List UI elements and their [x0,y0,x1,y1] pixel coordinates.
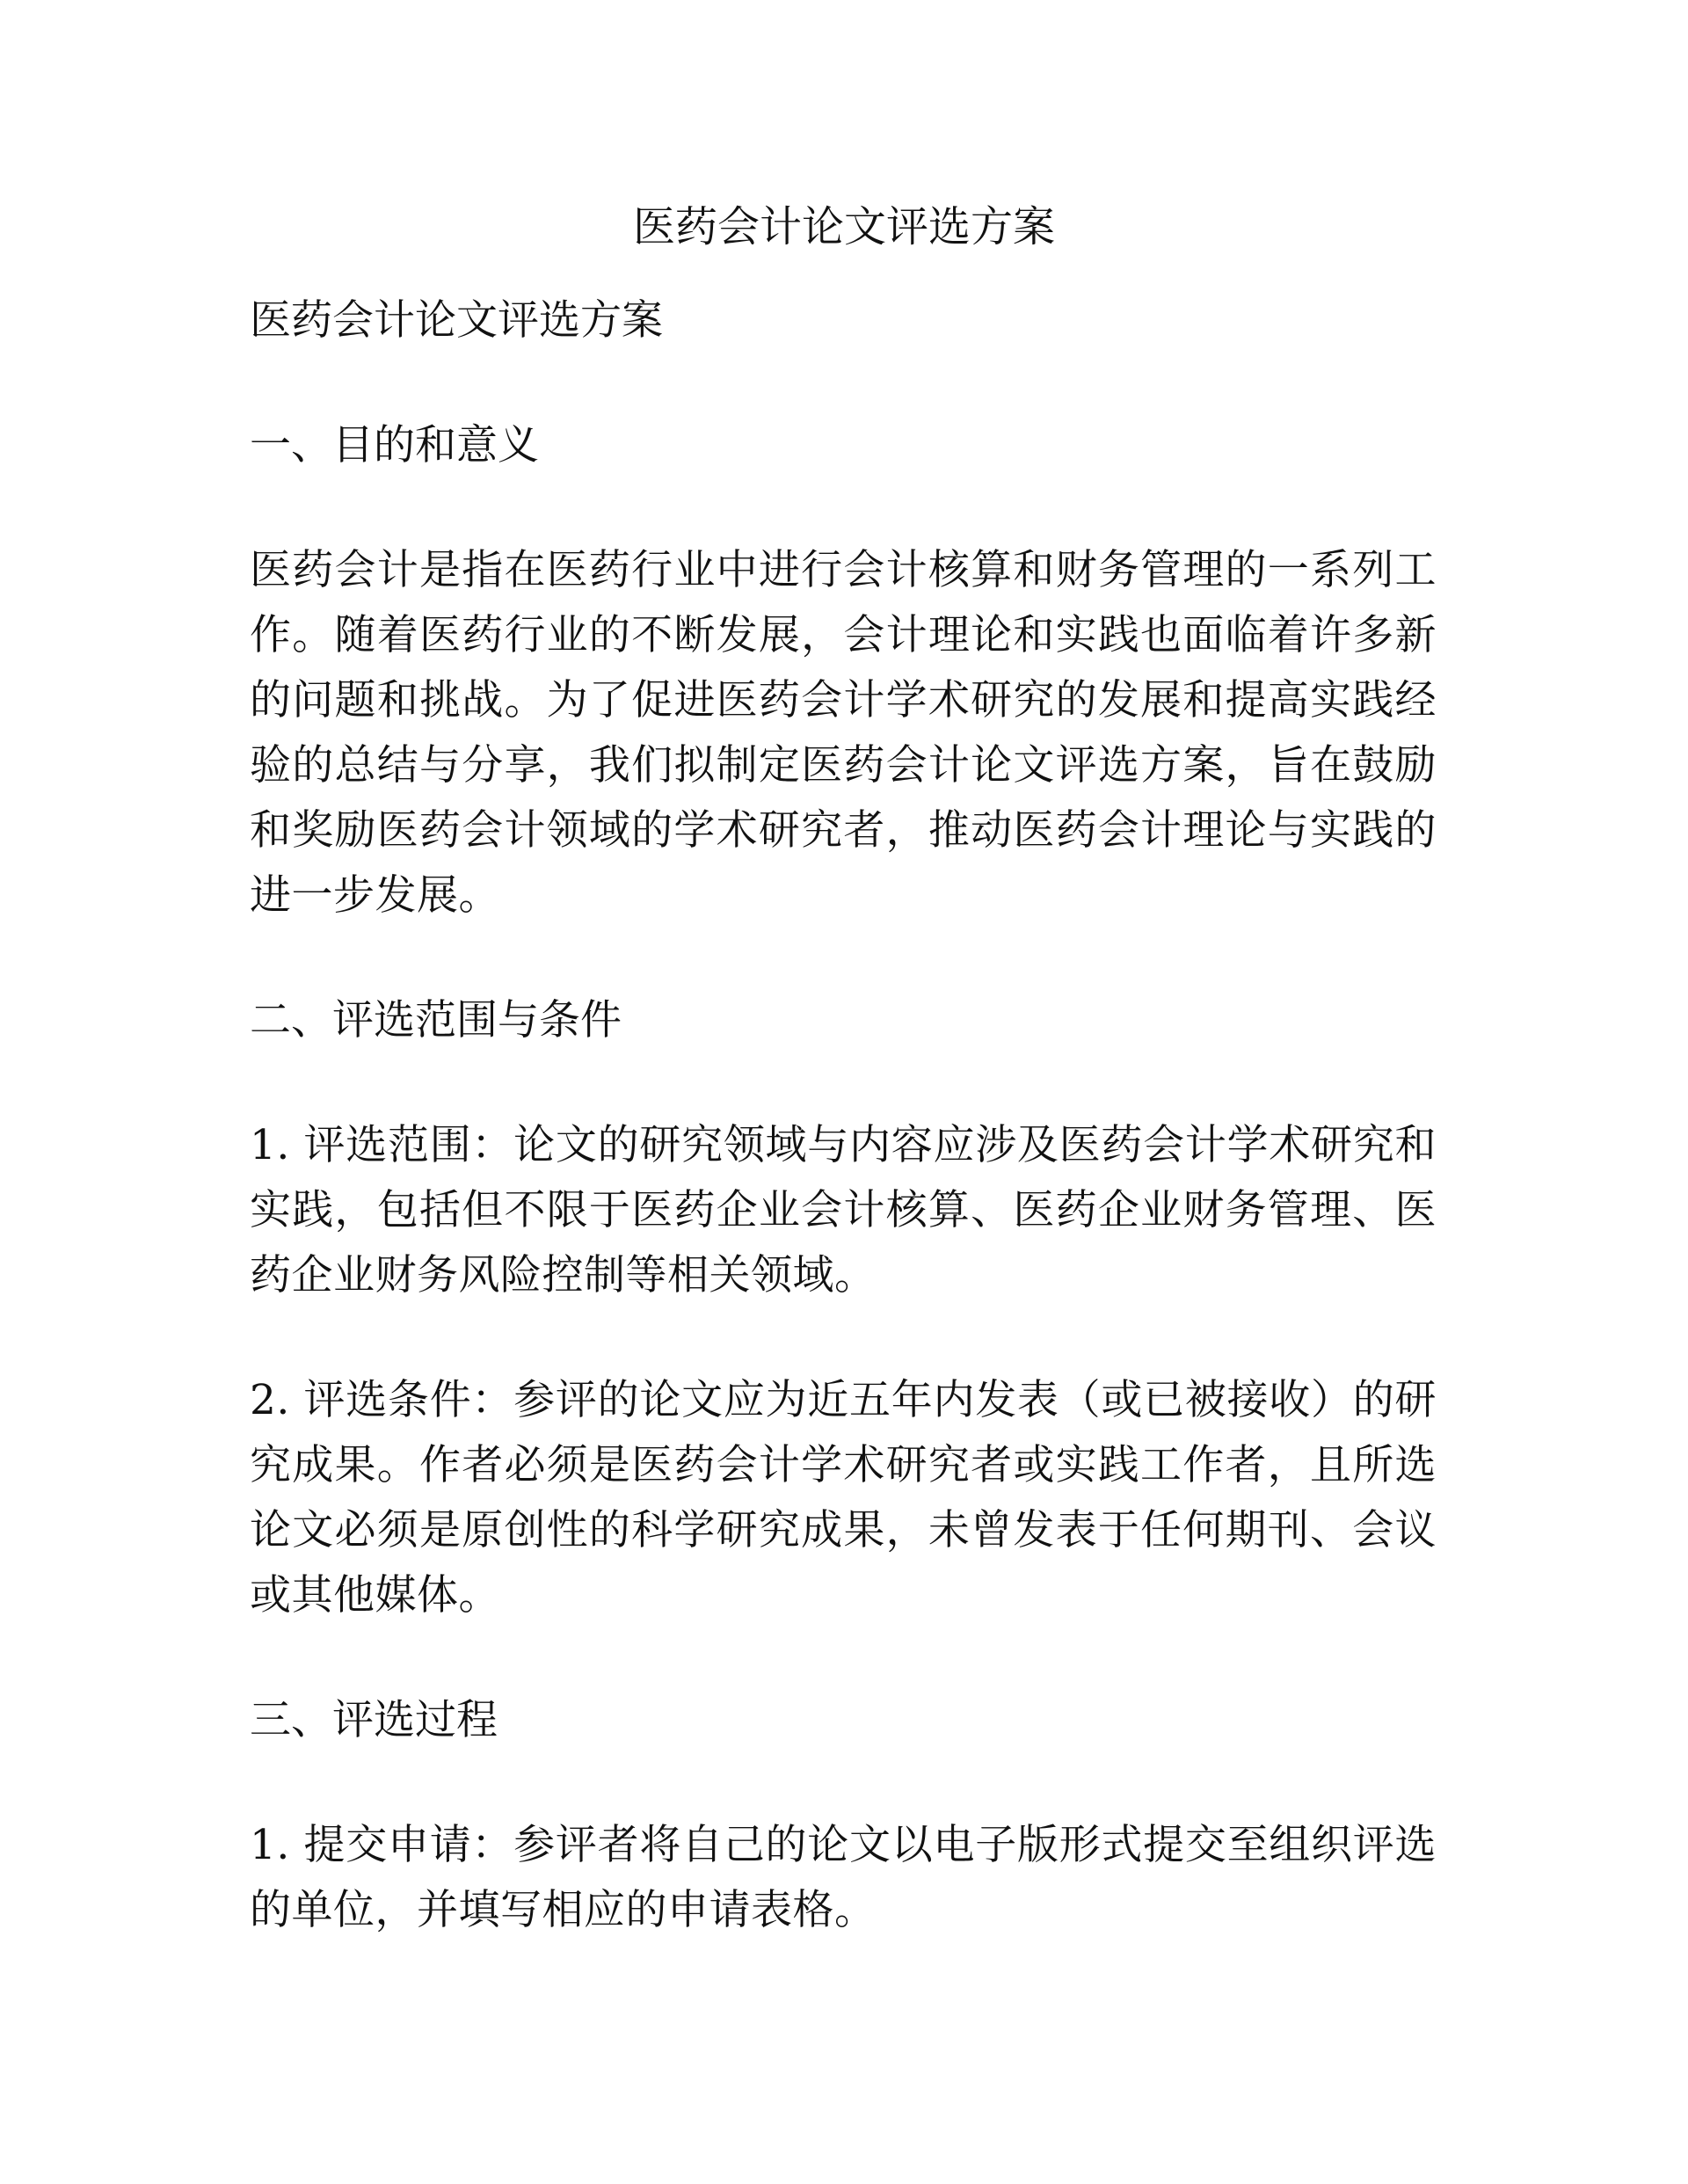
section-heading-purpose: 一、目的和意义 [250,421,539,470]
section-paragraph: 医药会计是指在医药行业中进行会计核算和财务管理的一系列工作。随着医药行业的不断发展，会计理论和实践也面临着许多新的问题和挑战。为了促进医药会计学术研究的发展和提高实践经验的总结与分享，我们拟制定医药会计论文评选方案，旨在鼓励和奖励医药会计领域的学术研究者，推动医药会计理论与实践的进一步发展。 [250,546,1437,920]
section-paragraph: 1. 提交申请：参评者将自己的论文以电子版形式提交至组织评选的单位，并填写相应的申请表格。 [250,1821,1437,1934]
section-heading-scope: 二、评选范围与条件 [250,996,622,1045]
document-subtitle: 医药会计论文评选方案 [250,296,663,345]
section-paragraph: 2. 评选条件：参评的论文应为近五年内发表（或已被接收）的研究成果。作者必须是医药会计学术研究者或实践工作者，且所选论文必须是原创性的科学研究成果，未曾发表于任何期刊、会议或其他媒体。 [250,1376,1437,1620]
section-paragraph: 1. 评选范围：论文的研究领域与内容应涉及医药会计学术研究和实践，包括但不限于医药企业会计核算、医药企业财务管理、医药企业财务风险控制等相关领域。 [250,1121,1437,1299]
document-body [250,288,1437,2003]
section-heading-process: 三、评选过程 [250,1696,498,1744]
document-title: 医药会计论文评选方案 [632,202,1055,251]
